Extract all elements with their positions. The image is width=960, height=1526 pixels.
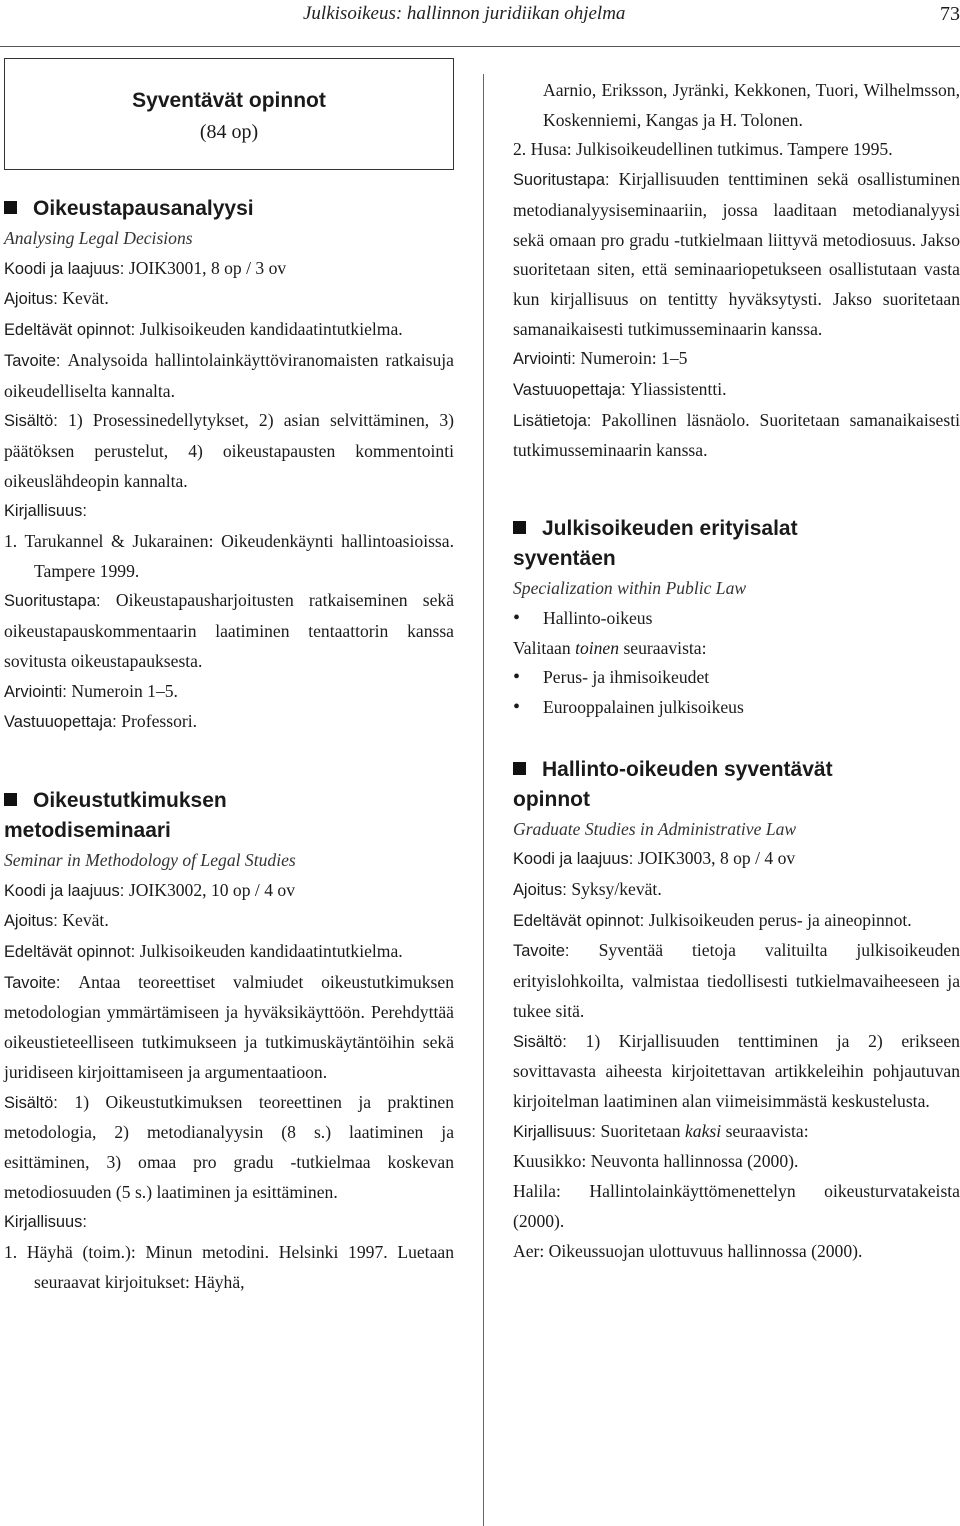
- course-method: Suoritustapa: Kirjallisuuden tenttiminen sekä osallistuminen metodianalyysiseminaariin, jossa laaditaan metodianalyysi sekä omaan pro gradu -tutkielmaan liittyvä metodiosuus. Jakso suoritetaan siten, että seminaariopetukseen osallistutaan vasta kun kirjallisuus on tentitty hyväksytysti. Jakso suoritetaan samanaikaisesti tutkimusseminaarin kanssa.: [513, 169, 960, 339]
- course-title-hallinto-oikeus: Hallinto-oikeuden syventävät opinnot: [513, 757, 833, 811]
- square-bullet-icon: [513, 762, 526, 775]
- course-grading: Arviointi: Numeroin 1–5.: [4, 680, 178, 701]
- course-literature-continued: Aarnio, Eriksson, Jyränki, Kekkonen, Tuori, Wilhelmsson, Koskenniemi, Kangas ja H. Tolonen.: [543, 80, 960, 130]
- list-item: • Perus- ja ihmisoikeudet: [513, 663, 960, 693]
- list-item: • Hallinto-oikeus: [513, 604, 960, 634]
- section-title-en: Specialization within Public Law: [513, 578, 747, 599]
- course-literature-item: Aer: Oikeussuojan ulottuvuus hallinnossa (2000).: [513, 1240, 863, 1261]
- course-timing: Ajoitus: Kevät.: [4, 288, 109, 309]
- course-code: Koodi ja laajuus: JOIK3002, 10 op / 4 ov: [4, 879, 296, 900]
- course-timing: Ajoitus: Kevät.: [4, 910, 109, 931]
- course-prerequisites: Edeltävät opinnot: Julkisoikeuden perus- ja aineopinnot.: [513, 909, 912, 930]
- course-literature-label: Kirjallisuus:: [4, 502, 87, 521]
- course-code: Koodi ja laajuus: JOIK3003, 8 op / 4 ov: [513, 848, 796, 869]
- square-bullet-icon: [4, 201, 17, 214]
- course-literature: Kirjallisuus: Suoritetaan kaksi seuraavista:: [513, 1120, 809, 1141]
- course-content: Sisältö: 1) Kirjallisuuden tenttiminen ja 2) erikseen sovittavasta aiheesta kirjoitettavan artikkeleihin pohjautuvan kirjoitelman laatiminen alan viimeisimmästä keskustelusta.: [513, 1030, 960, 1111]
- section-credits: (84 op): [199, 121, 259, 143]
- course-prerequisites: Edeltävät opinnot: Julkisoikeuden kandidaatintutkielma.: [4, 319, 403, 340]
- course-literature-item: Kuusikko: Neuvonta hallinnossa (2000).: [513, 1151, 799, 1172]
- square-bullet-icon: [4, 793, 17, 806]
- square-bullet-icon: [513, 521, 526, 534]
- course-title-oikeustapausanalyysi: Oikeustapausanalyysi: [4, 194, 454, 224]
- course-title-metodiseminaari: Oikeustutkimuksen metodiseminaari: [4, 788, 227, 842]
- course-goal: Tavoite: Antaa teoreettiset valmiudet oikeustutkimuksen metodologian ymmärtämiseen ja hyväksikäyttöön. Perehdyttää oikeustieteelliseen tutkimukseen ja tutkimuskäytäntöihin sekä juridiseen kirjoittamiseen ja argumentaatioon.: [4, 971, 454, 1082]
- course-content: Sisältö: 1) Oikeustutkimuksen teoreettinen ja praktinen metodologia, 2) metodianalyysin (8 s.) laatiminen ja esittäminen, 3) omaa pro gradu -tutkielmaa koskevan metodiosuuden (5 s.) laatiminen ja esittäminen.: [4, 1091, 454, 1202]
- section-box: [4, 58, 454, 170]
- course-title-en: Seminar in Methodology of Legal Studies: [4, 849, 296, 870]
- course-literature-label: Kirjallisuus:: [4, 1213, 87, 1232]
- right-column: [513, 76, 960, 1266]
- course-title-en: Graduate Studies in Administrative Law: [513, 818, 797, 839]
- specialization-options: [513, 663, 960, 722]
- section-heading: Syventävät opinnot: [132, 89, 326, 112]
- course-teacher: Vastuuopettaja: Professori.: [4, 711, 198, 732]
- course-method: Suoritustapa: Oikeustapausharjoitusten ratkaiseminen sekä oikeustapauskommentaarin laatiminen tentaattorin kanssa sovitusta oikeustapauksesta.: [4, 590, 454, 671]
- left-column: [4, 58, 454, 1298]
- running-header: [0, 0, 960, 47]
- course-code: Koodi ja laajuus: JOIK3001, 8 op / 3 ov: [4, 257, 287, 278]
- course-goal: Tavoite: Analysoida hallintolainkäyttöviranomaisten ratkaisuja oikeudelliselta kannalta.: [4, 349, 454, 401]
- column-divider: [483, 74, 484, 1526]
- course-teacher: Vastuuopettaja: Yliassistentti.: [513, 379, 727, 400]
- course-info: Lisätietoja: Pakollinen läsnäolo. Suoritetaan samanaikaisesti tutkimusseminaarin kanssa.: [513, 409, 960, 461]
- course-literature-item: 1. Tarukannel & Jukarainen: Oikeudenkäynti hallintoasioissa. Tampere 1999.: [4, 531, 454, 581]
- course-content: Sisältö: 1) Prosessinedellytykset, 2) asian selvittäminen, 3) päätöksen perustelut, 4) oikeustapausten kommentointi oikeuslähdeopin kannalta.: [4, 410, 454, 491]
- course-literature-item: 1. Häyhä (toim.): Minun metodini. Helsinki 1997. Luetaan seuraavat kirjoitukset: Häyhä,: [4, 1242, 454, 1292]
- course-goal: Tavoite: Syventää tietoja valituilta julkisoikeuden erityislohkoilta, valmistaa tiedollisesti tutkielmavaiheeseen ja tukee sitä.: [513, 940, 960, 1021]
- list-item: • Eurooppalainen julkisoikeus: [513, 693, 960, 723]
- running-title: Julkisoikeus: hallinnon juridiikan ohjelma: [303, 3, 626, 24]
- course-literature-item: 2. Husa: Julkisoikeudellinen tutkimus. Tampere 1995.: [513, 139, 893, 160]
- page-number: 73: [940, 3, 960, 25]
- specialization-list: [513, 604, 960, 634]
- course-title-en: Analysing Legal Decisions: [4, 228, 193, 248]
- course-prerequisites: Edeltävät opinnot: Julkisoikeuden kandidaatintutkielma.: [4, 941, 403, 962]
- choose-instruction: Valitaan toinen seuraavista:: [513, 637, 707, 658]
- course-timing: Ajoitus: Syksy/kevät.: [513, 879, 662, 900]
- course-literature-item: Halila: Hallintolainkäyttömenettelyn oikeusturvatakeista (2000).: [513, 1181, 960, 1231]
- course-grading: Arviointi: Numeroin: 1–5: [513, 348, 688, 369]
- section-title-erityisalat: Julkisoikeuden erityisalat syventäen: [513, 517, 798, 571]
